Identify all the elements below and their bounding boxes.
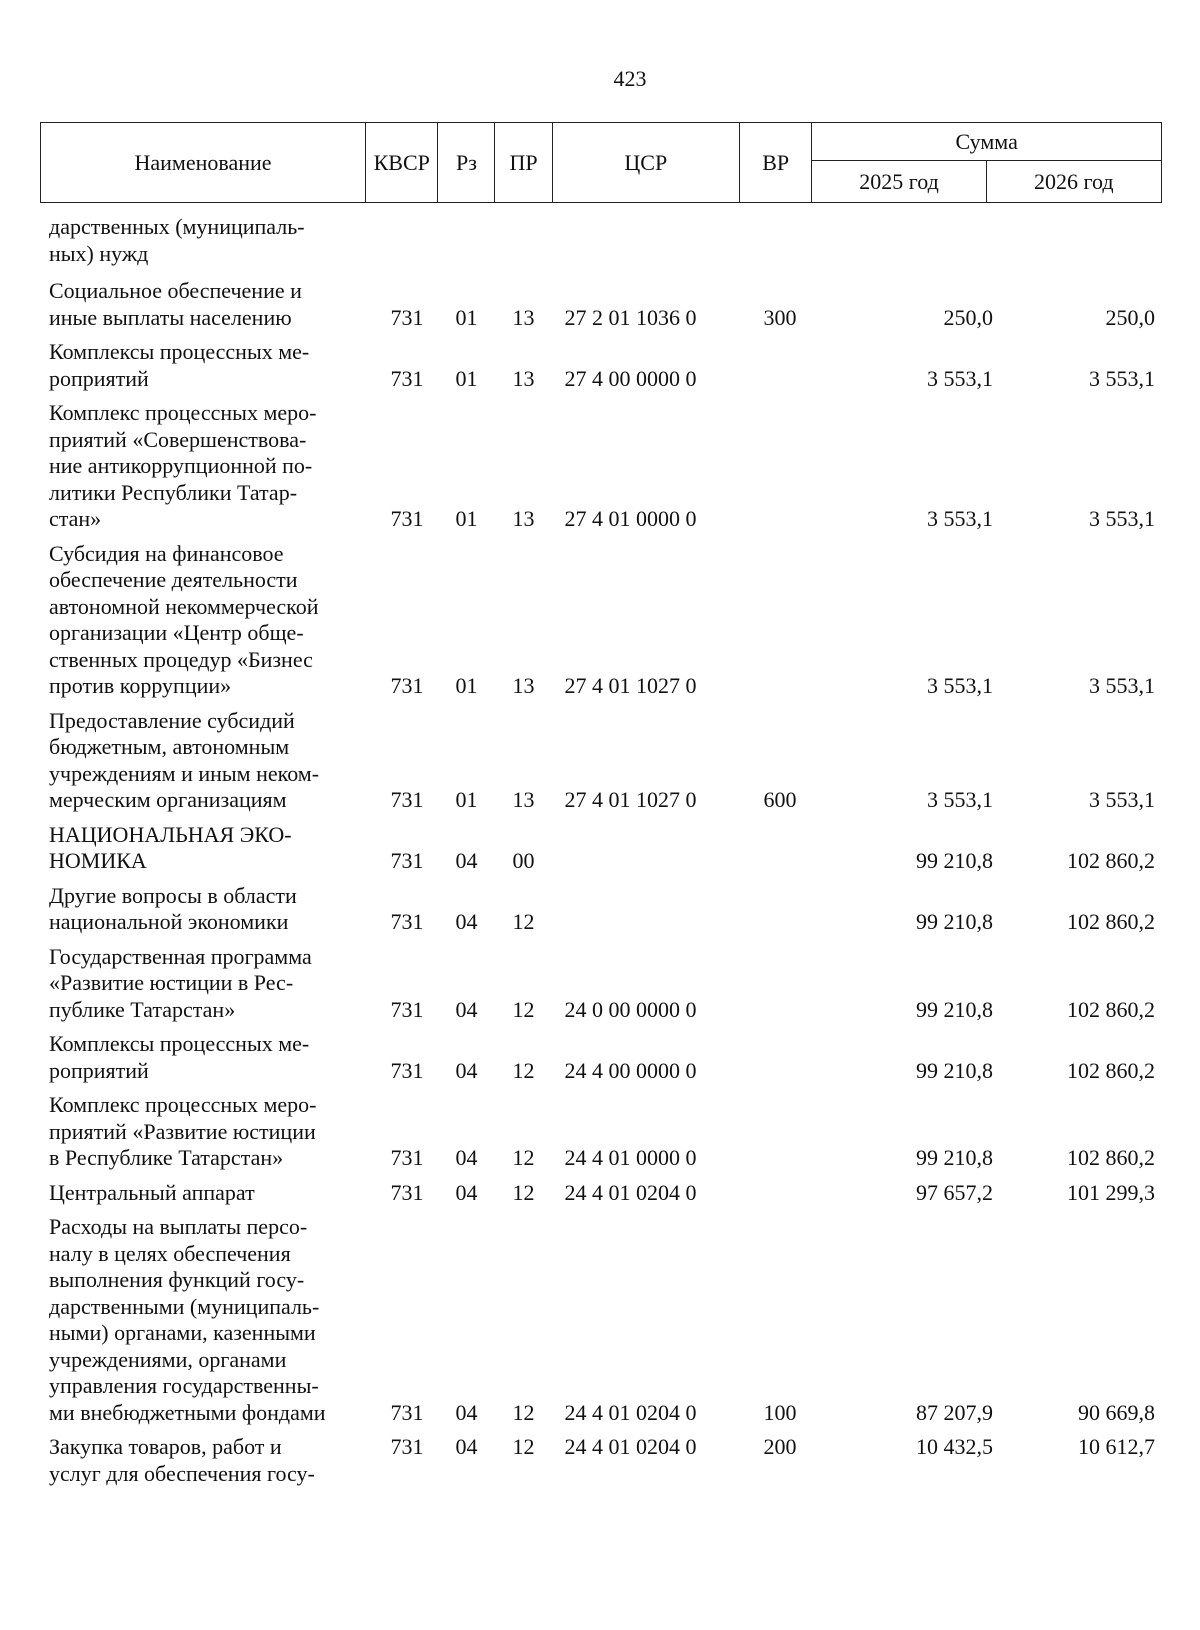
row-name-line: «Развитие юстиции в Рес- [49, 970, 294, 995]
pr-cell: 13 [512, 673, 535, 698]
rz-cell: 01 [455, 304, 478, 330]
kvsr-cell: 731 [390, 1145, 424, 1170]
table-row [40, 339, 1162, 392]
row-name-line: выполнения функций госу- [49, 1267, 305, 1292]
row-name-line: приятий «Развитие юстиции [49, 1118, 316, 1144]
csr-cell: 27 2 01 1036 0 [564, 304, 697, 330]
rz-cell: 04 [455, 1057, 478, 1083]
row-name-line: услуг для обеспечения госу- [49, 1460, 315, 1486]
rz-cell: 01 [455, 506, 478, 531]
sum-2025-cell: 87 207,9 [916, 1399, 993, 1425]
sum-2026-cell: 102 860,2 [1067, 996, 1155, 1022]
row-name-line: организации «Центр обще- [49, 620, 304, 645]
row-name [40, 214, 362, 267]
row-name-line: Государственная программа [49, 943, 312, 969]
vr-cell: 300 [763, 304, 797, 330]
row-name-line: ственных процедур «Бизнес [49, 646, 313, 672]
rz-cell: 04 [455, 1145, 478, 1170]
rz-cell: 04 [455, 1399, 478, 1425]
header-vr: ВР [740, 123, 812, 203]
row-name-line: дарственными (муниципаль- [49, 1293, 320, 1319]
sum-2026-cell: 10 612,7 [1078, 1434, 1155, 1459]
row-name-line: учреждениями, органами [49, 1346, 287, 1372]
csr-cell: 24 4 01 0204 0 [564, 1399, 697, 1425]
csr-cell: 24 4 01 0000 0 [564, 1145, 697, 1170]
page-number: 423 [613, 66, 647, 91]
sum-2025-cell: 99 210,8 [916, 996, 993, 1022]
row-name [40, 822, 362, 875]
sum-2026-cell: 102 860,2 [1067, 1057, 1155, 1083]
pr-cell: 12 [512, 996, 535, 1022]
table-row [40, 1434, 1162, 1487]
sum-2025-cell: 99 210,8 [916, 909, 993, 934]
pr-cell: 00 [512, 848, 535, 873]
row-name-line: Субсидия на финансовое [49, 540, 284, 566]
row-name-line: приятий «Совершенствова- [49, 426, 307, 452]
kvsr-cell: 731 [390, 304, 424, 330]
row-name [40, 1180, 362, 1207]
header-kvsr: КВСР [366, 123, 438, 203]
row-name-line: иные выплаты населению [49, 304, 292, 330]
sum-2026-cell: 3 553,1 [1089, 673, 1155, 698]
kvsr-cell: 731 [390, 1057, 424, 1083]
csr-cell: 24 4 01 0204 0 [564, 1179, 697, 1205]
row-name [40, 278, 362, 331]
rz-cell: 01 [455, 673, 478, 698]
header-sum: Сумма [812, 123, 1162, 161]
vr-cell: 600 [763, 787, 797, 812]
table-body [40, 206, 1162, 1487]
row-name-line: публике Татарстан» [49, 996, 236, 1022]
row-name [40, 1092, 362, 1172]
table-row [40, 541, 1162, 700]
csr-cell: 24 0 00 0000 0 [564, 996, 697, 1022]
row-name [40, 944, 362, 1024]
row-name-line: мерческим организациям [49, 787, 287, 812]
rz-cell: 01 [455, 787, 478, 812]
csr-cell: 24 4 01 0204 0 [564, 1434, 697, 1459]
header-year-2026: 2026 год [986, 161, 1161, 203]
pr-cell: 12 [512, 909, 535, 934]
sum-2025-cell: 3 553,1 [927, 673, 993, 698]
table-row [40, 1092, 1162, 1172]
row-name-line: управления государственны- [49, 1373, 319, 1398]
rz-cell: 04 [455, 909, 478, 934]
rz-cell: 04 [455, 1434, 478, 1459]
table-row [40, 278, 1162, 331]
kvsr-cell: 731 [390, 909, 424, 934]
vr-cell: 100 [763, 1399, 797, 1425]
sum-2025-cell: 3 553,1 [927, 506, 993, 531]
rz-cell: 04 [455, 996, 478, 1022]
row-name-line: Социальное обеспечение и [49, 278, 302, 303]
pr-cell: 12 [512, 1145, 535, 1170]
row-name-line: учреждениям и иным неком- [49, 760, 320, 786]
kvsr-cell: 731 [390, 506, 424, 531]
row-name-line: в Республике Татарстан» [49, 1145, 284, 1170]
row-name-line: Комплексы процессных ме- [49, 339, 310, 364]
row-name-line: Расходы на выплаты персо- [49, 1214, 308, 1239]
vr-cell: 200 [763, 1434, 797, 1459]
table-header [40, 122, 1162, 203]
header-year-2025: 2025 год [812, 161, 986, 203]
table-row [40, 400, 1162, 533]
sum-2025-cell: 99 210,8 [916, 1057, 993, 1083]
sum-2026-cell: 3 553,1 [1089, 787, 1155, 812]
header-rz: Рз [438, 123, 495, 203]
row-name-line: ных) нужд [49, 240, 149, 266]
csr-cell: 27 4 00 0000 0 [564, 365, 697, 391]
table-row [40, 1180, 1162, 1207]
sum-2026-cell: 250,0 [1105, 304, 1155, 330]
kvsr-cell: 731 [390, 848, 424, 873]
header-csr: ЦСР [552, 123, 740, 203]
table-row [40, 1031, 1162, 1084]
row-name [40, 541, 362, 700]
sum-2025-cell: 99 210,8 [916, 1145, 993, 1170]
table-row [40, 944, 1162, 1024]
sum-2025-cell: 3 553,1 [927, 365, 993, 391]
row-name [40, 1434, 362, 1487]
csr-cell: 24 4 00 0000 0 [564, 1057, 697, 1083]
row-name [40, 883, 362, 936]
pr-cell: 13 [512, 365, 535, 391]
row-name-line: Комплексы процессных ме- [49, 1031, 310, 1056]
kvsr-cell: 731 [390, 1434, 424, 1459]
sum-2025-cell: 97 657,2 [916, 1179, 993, 1205]
sum-2025-cell: 10 432,5 [916, 1434, 993, 1459]
row-name-line: стан» [49, 506, 102, 531]
row-name-line: Комплекс процессных меро- [49, 400, 317, 425]
row-name-line: роприятий [49, 1057, 149, 1083]
pr-cell: 12 [512, 1399, 535, 1425]
csr-cell: 27 4 01 1027 0 [564, 787, 697, 812]
row-name-line: автономной некоммерческой [49, 593, 319, 619]
row-name-line: ми внебюджетными фондами [49, 1399, 326, 1425]
row-name-line: национальной экономики [49, 909, 289, 934]
kvsr-cell: 731 [390, 673, 424, 698]
row-name-line: ными) органами, казенными [49, 1320, 316, 1345]
sum-2025-cell: 3 553,1 [927, 787, 993, 812]
kvsr-cell: 731 [390, 787, 424, 812]
sum-2026-cell: 102 860,2 [1067, 848, 1155, 873]
pr-cell: 13 [512, 787, 535, 812]
sum-2026-cell: 3 553,1 [1089, 506, 1155, 531]
sum-2026-cell: 90 669,8 [1078, 1399, 1155, 1425]
row-name-line: НАЦИОНАЛЬНАЯ ЭКО- [49, 821, 292, 847]
row-name [40, 1031, 362, 1084]
row-name-line: Центральный аппарат [49, 1179, 255, 1205]
pr-cell: 12 [512, 1179, 535, 1205]
row-name-line: роприятий [49, 365, 149, 391]
kvsr-cell: 731 [390, 1399, 424, 1425]
kvsr-cell: 731 [390, 365, 424, 391]
sum-2025-cell: 99 210,8 [916, 848, 993, 873]
sum-2025-cell: 250,0 [943, 304, 993, 330]
table-row [40, 214, 1162, 267]
pr-cell: 13 [512, 506, 535, 531]
table-row [40, 822, 1162, 875]
row-name-line: литики Республики Татар- [49, 479, 298, 505]
row-name-line: НОМИКА [49, 848, 147, 873]
sum-2026-cell: 3 553,1 [1089, 365, 1155, 391]
table-row [40, 1214, 1162, 1426]
row-name-line: Закупка товаров, работ и [49, 1434, 282, 1459]
row-name [40, 708, 362, 814]
row-name-line: Комплекс процессных меро- [49, 1092, 317, 1117]
kvsr-cell: 731 [390, 996, 424, 1022]
table-row [40, 708, 1162, 814]
header-pr: ПР [495, 123, 552, 203]
row-name-line: бюджетным, автономным [49, 734, 290, 759]
sum-2026-cell: 102 860,2 [1067, 1145, 1155, 1170]
csr-cell: 27 4 01 0000 0 [564, 506, 697, 531]
row-name-line: Другие вопросы в области [49, 882, 297, 908]
kvsr-cell: 731 [390, 1179, 424, 1205]
row-name [40, 1214, 362, 1426]
row-name [40, 339, 362, 392]
sum-2026-cell: 102 860,2 [1067, 909, 1155, 934]
table-row [40, 883, 1162, 936]
row-name-line: против коррупции» [49, 673, 232, 698]
header-name: Наименование [41, 123, 366, 203]
pr-cell: 13 [512, 304, 535, 330]
row-name [40, 400, 362, 533]
row-name-line: дарственных (муниципаль- [49, 214, 305, 239]
rz-cell: 04 [455, 848, 478, 873]
pr-cell: 12 [512, 1434, 535, 1459]
row-name-line: обеспечение деятельности [49, 567, 298, 592]
csr-cell: 27 4 01 1027 0 [564, 673, 697, 698]
pr-cell: 12 [512, 1057, 535, 1083]
rz-cell: 04 [455, 1179, 478, 1205]
row-name-line: Предоставление субсидий [49, 707, 295, 733]
sum-2026-cell: 101 299,3 [1067, 1179, 1155, 1205]
row-name-line: налу в целях обеспечения [49, 1240, 291, 1266]
rz-cell: 01 [455, 365, 478, 391]
row-name-line: ние антикоррупционной по- [49, 453, 313, 478]
